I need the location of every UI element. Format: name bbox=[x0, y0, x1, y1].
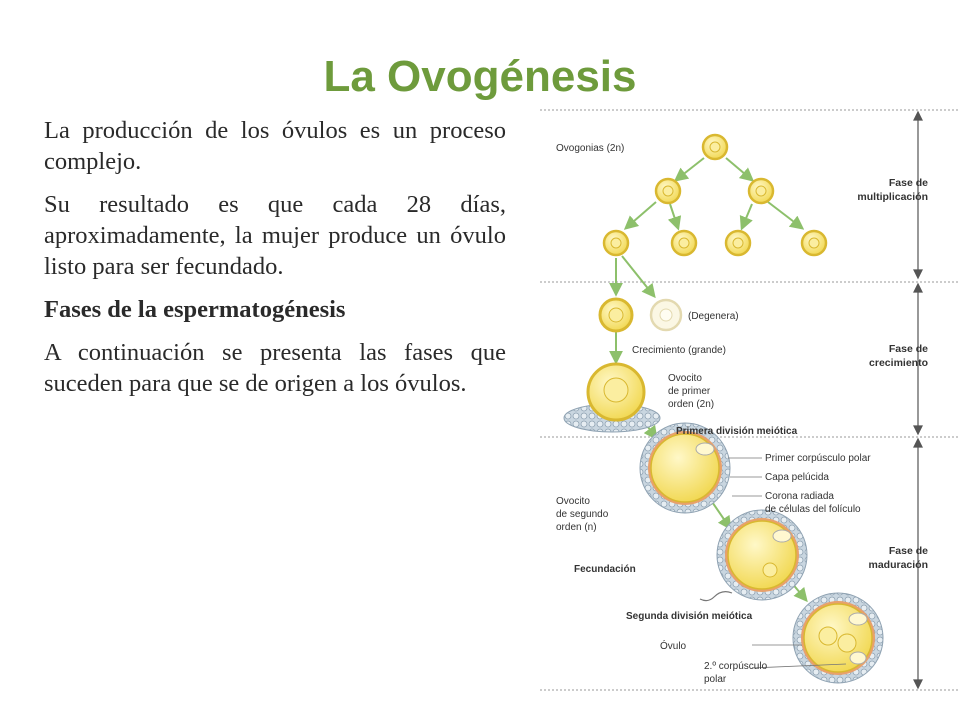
phase-label-maduracion-2: maduración bbox=[868, 559, 928, 571]
paragraph-intro: La producción de los óvulos es un proceso complejo. bbox=[44, 117, 506, 175]
label-ovocito1-2: de primer bbox=[668, 386, 711, 397]
paragraph-heading: Fases de la espermatogénesis bbox=[44, 296, 346, 323]
label-primer-corpusculo: Primer corpúsculo polar bbox=[765, 453, 871, 464]
paragraph-result: Su resultado es que cada 28 días, aproximadamente, la mujer produce un óvulo listo para ser fecundado. bbox=[44, 191, 506, 280]
label-ovogonias: Ovogonias (2n) bbox=[556, 143, 625, 154]
label-ovocito2-3: orden (n) bbox=[556, 522, 597, 533]
phase-label-crecimiento-2: crecimiento bbox=[869, 357, 928, 369]
label-fecundacion: Fecundación bbox=[574, 564, 636, 575]
ovogonia-cells bbox=[604, 135, 826, 255]
paragraph-phases: A continuación se presenta las fases que suceden para que se de origen a los óvulos. bbox=[44, 339, 506, 397]
phase-label-multiplicacion-1: Fase de bbox=[888, 177, 928, 189]
label-ovocito2-1: Ovocito bbox=[556, 496, 590, 507]
slide-title: La Ovogénesis bbox=[323, 52, 637, 101]
phase-label-multiplicacion-2: multiplicación bbox=[857, 191, 928, 203]
growing-cell-nucleus bbox=[609, 308, 623, 322]
label-primera-division: Primera división meiótica bbox=[676, 426, 798, 437]
label-ovocito2-2: de segundo bbox=[556, 509, 609, 520]
degenerating-cell-nucleus bbox=[660, 309, 672, 321]
label-segunda-division: Segunda división meiótica bbox=[626, 611, 753, 622]
label-corpusculo2-1: 2.º corpúsculo bbox=[704, 661, 768, 672]
oogenesis-diagram bbox=[540, 100, 960, 700]
label-crecimiento: Crecimiento (grande) bbox=[632, 345, 726, 356]
slide-body bbox=[44, 115, 506, 411]
label-ovocito1-1: Ovocito bbox=[668, 373, 702, 384]
label-degenera: (Degenera) bbox=[688, 311, 739, 322]
label-capa-pelucida: Capa pelúcida bbox=[765, 472, 829, 483]
fertilized-oocyte bbox=[700, 510, 807, 601]
label-ovocito1-3: orden (2n) bbox=[668, 399, 715, 410]
label-ovulo: Óvulo bbox=[660, 641, 687, 652]
label-corona-1: Corona radiada bbox=[765, 491, 834, 502]
label-corona-2: de células del folículo bbox=[765, 504, 861, 515]
phase-label-crecimiento-1: Fase de bbox=[888, 343, 928, 355]
phase-label-maduracion-1: Fase de bbox=[888, 545, 928, 557]
label-corpusculo2-2: polar bbox=[704, 674, 727, 685]
ovum bbox=[793, 593, 883, 683]
primary-oocyte bbox=[564, 364, 660, 432]
